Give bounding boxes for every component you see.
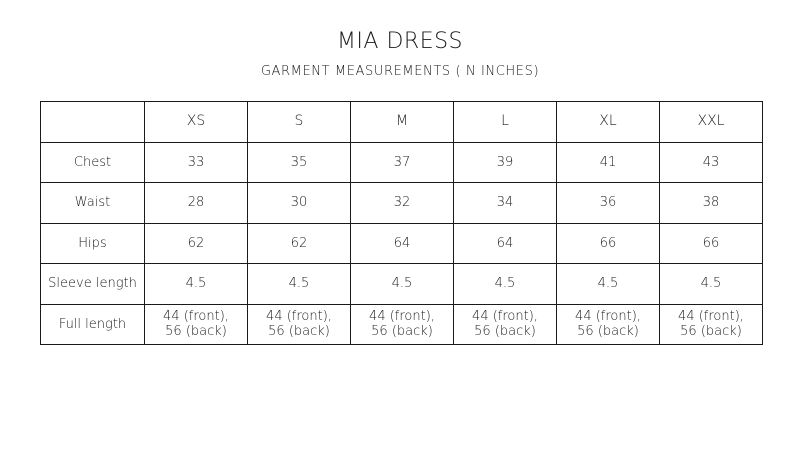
table-cell: 4.5 <box>248 264 351 305</box>
table-cell: 66 <box>660 223 763 264</box>
table-cell: 62 <box>248 223 351 264</box>
table-cell: 34 <box>454 183 557 224</box>
table-cell: 36 <box>557 183 660 224</box>
cell-line: 56 (back) <box>577 324 639 340</box>
table-row <box>41 264 763 305</box>
row-label: Chest <box>41 142 145 183</box>
row-label: Full length <box>41 304 145 345</box>
table-cell <box>145 304 248 345</box>
table-cell: 32 <box>351 183 454 224</box>
size-header: XS <box>145 102 248 143</box>
cell-line: 56 (back) <box>371 324 433 340</box>
table-cell: 43 <box>660 142 763 183</box>
header-row <box>41 102 763 143</box>
cell-line: 56 (back) <box>474 324 536 340</box>
size-chart-table <box>40 101 763 345</box>
table-cell: 37 <box>351 142 454 183</box>
size-header: L <box>454 102 557 143</box>
table-row <box>41 183 763 224</box>
cell-line: 44 (front), <box>266 309 332 325</box>
cell-line: 44 (front), <box>163 309 229 325</box>
table-cell <box>248 304 351 345</box>
table-row <box>41 223 763 264</box>
table-cell: 38 <box>660 183 763 224</box>
table-cell: 4.5 <box>557 264 660 305</box>
cell-line: 44 (front), <box>575 309 641 325</box>
row-label: Waist <box>41 183 145 224</box>
table-cell: 35 <box>248 142 351 183</box>
size-header: M <box>351 102 454 143</box>
cell-line: 56 (back) <box>680 324 742 340</box>
cell-line: 44 (front), <box>472 309 538 325</box>
table-cell <box>660 304 763 345</box>
table-cell: 64 <box>351 223 454 264</box>
corner-cell <box>41 102 145 143</box>
table-cell: 62 <box>145 223 248 264</box>
table-cell: 30 <box>248 183 351 224</box>
page-subtitle: GARMENT MEASUREMENTS ( N INCHES) <box>260 64 540 79</box>
table-cell: 33 <box>145 142 248 183</box>
table-cell: 4.5 <box>660 264 763 305</box>
table-cell: 4.5 <box>351 264 454 305</box>
table-cell: 64 <box>454 223 557 264</box>
row-label: Sleeve length <box>41 264 145 305</box>
table-cell: 4.5 <box>145 264 248 305</box>
table-cell <box>557 304 660 345</box>
size-header: XXL <box>660 102 763 143</box>
table-cell <box>454 304 557 345</box>
cell-line: 56 (back) <box>268 324 330 340</box>
cell-line: 44 (front), <box>369 309 435 325</box>
cell-line: 44 (front), <box>678 309 744 325</box>
cell-line: 56 (back) <box>165 324 227 340</box>
table-row <box>41 142 763 183</box>
table-cell: 28 <box>145 183 248 224</box>
page-title: MIA DRESS <box>336 29 464 54</box>
table-cell: 66 <box>557 223 660 264</box>
table-cell: 39 <box>454 142 557 183</box>
row-label: Hips <box>41 223 145 264</box>
table-cell: 4.5 <box>454 264 557 305</box>
table-row <box>41 304 763 345</box>
size-header: S <box>248 102 351 143</box>
table-cell <box>351 304 454 345</box>
size-header: XL <box>557 102 660 143</box>
table-cell: 41 <box>557 142 660 183</box>
